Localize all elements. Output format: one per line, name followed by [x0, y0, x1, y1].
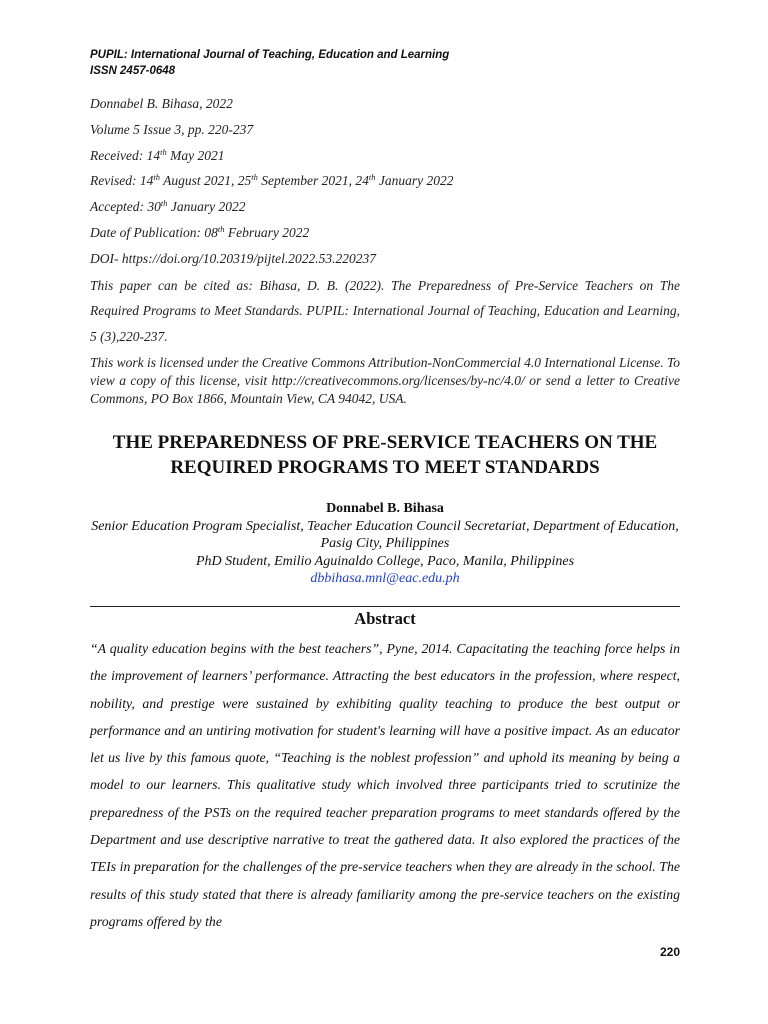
- license-text: This work is licensed under the Creative Commons Attribution-NonCommercial 4.0 International License. To view a copy of this license, visit http://creativecommons.org/licenses/by-nc/4.0/ or send a letter to Creative Commons, PO Box 1866, Mountain View, CA 94042, USA.: [90, 354, 680, 406]
- received-date: Received: 14th May 2021: [90, 146, 225, 163]
- publication-date: Date of Publication: 08th February 2022: [90, 223, 310, 240]
- paper-title: [80, 430, 690, 480]
- abstract-heading: Abstract: [354, 609, 416, 628]
- author-affiliation-2: PhD Student, Emilio Aguinaldo College, Paco, Manila, Philippines: [195, 553, 575, 569]
- section-divider: [90, 606, 680, 607]
- revised-dates: Revised: 14th August 2021, 25th September 2021, 24th January 2022: [90, 172, 454, 189]
- accepted-date: Accepted: 30th January 2022: [90, 198, 246, 215]
- journal-issn: ISSN 2457-0648: [90, 65, 176, 77]
- page-number: 220: [659, 945, 680, 959]
- article-metadata: [90, 95, 680, 408]
- author-year: Donnabel B. Bihasa, 2022: [90, 96, 233, 111]
- journal-name: PUPIL: International Journal of Teaching, Education and Learning: [90, 49, 450, 61]
- abstract-body: “A quality education begins with the best teachers”, Pyne, 2014. Capacitating the teaching force helps in the improvement of learners’ performance. Attracting the best educators in the profession, where respect, nobility, and prestige were sustained by exhibiting quality teaching to produce the best output or performance and an untiring motivation for student's learning will have a positive impact. As an educator let us live by this famous quote, “Teaching is the noblest profession” and uphold its meaning by being a model to our learners. This qualitative study which involved three participants tried to scrutinize the preparedness of the PSTs on the required teacher preparation programs to meet standards offered by the Department and use descriptive narrative to treat the gathered data. It also explored the practices of the TEIs in preparation for the challenges of the pre-service teachers when they are already in the school. The results of this study stated that there is already familiarity among the pre-service teachers on the existing programs offered by the: [90, 641, 680, 929]
- citation-text: This paper can be cited as: Bihasa, D. B. (2022). The Preparedness of Pre-Service Teachers on The Required Programs to Meet Standards. PUPIL: International Journal of Teaching, Education and Learning, 5 (3),220-237.: [90, 277, 680, 345]
- author-name: Donnabel B. Bihasa: [326, 501, 444, 516]
- title-line-2: REQUIRED PROGRAMS TO MEET STANDARDS: [170, 457, 600, 478]
- volume-issue: Volume 5 Issue 3, pp. 220-237: [90, 121, 254, 137]
- title-line-1: THE PREPAREDNESS OF PRE-SERVICE TEACHERS ON THE: [112, 432, 658, 453]
- doi-link[interactable]: DOI- https://doi.org/10.20319/pijtel.2022.53.220237: [90, 250, 376, 266]
- author-email-link[interactable]: dbbihasa.mnl@eac.edu.ph: [310, 571, 460, 586]
- author-block: [90, 500, 680, 588]
- author-affiliation-1: Senior Education Program Specialist, Teacher Education Council Secretariat, Department of Education, Pasig City, Philippines: [91, 518, 679, 551]
- journal-header: [90, 47, 449, 79]
